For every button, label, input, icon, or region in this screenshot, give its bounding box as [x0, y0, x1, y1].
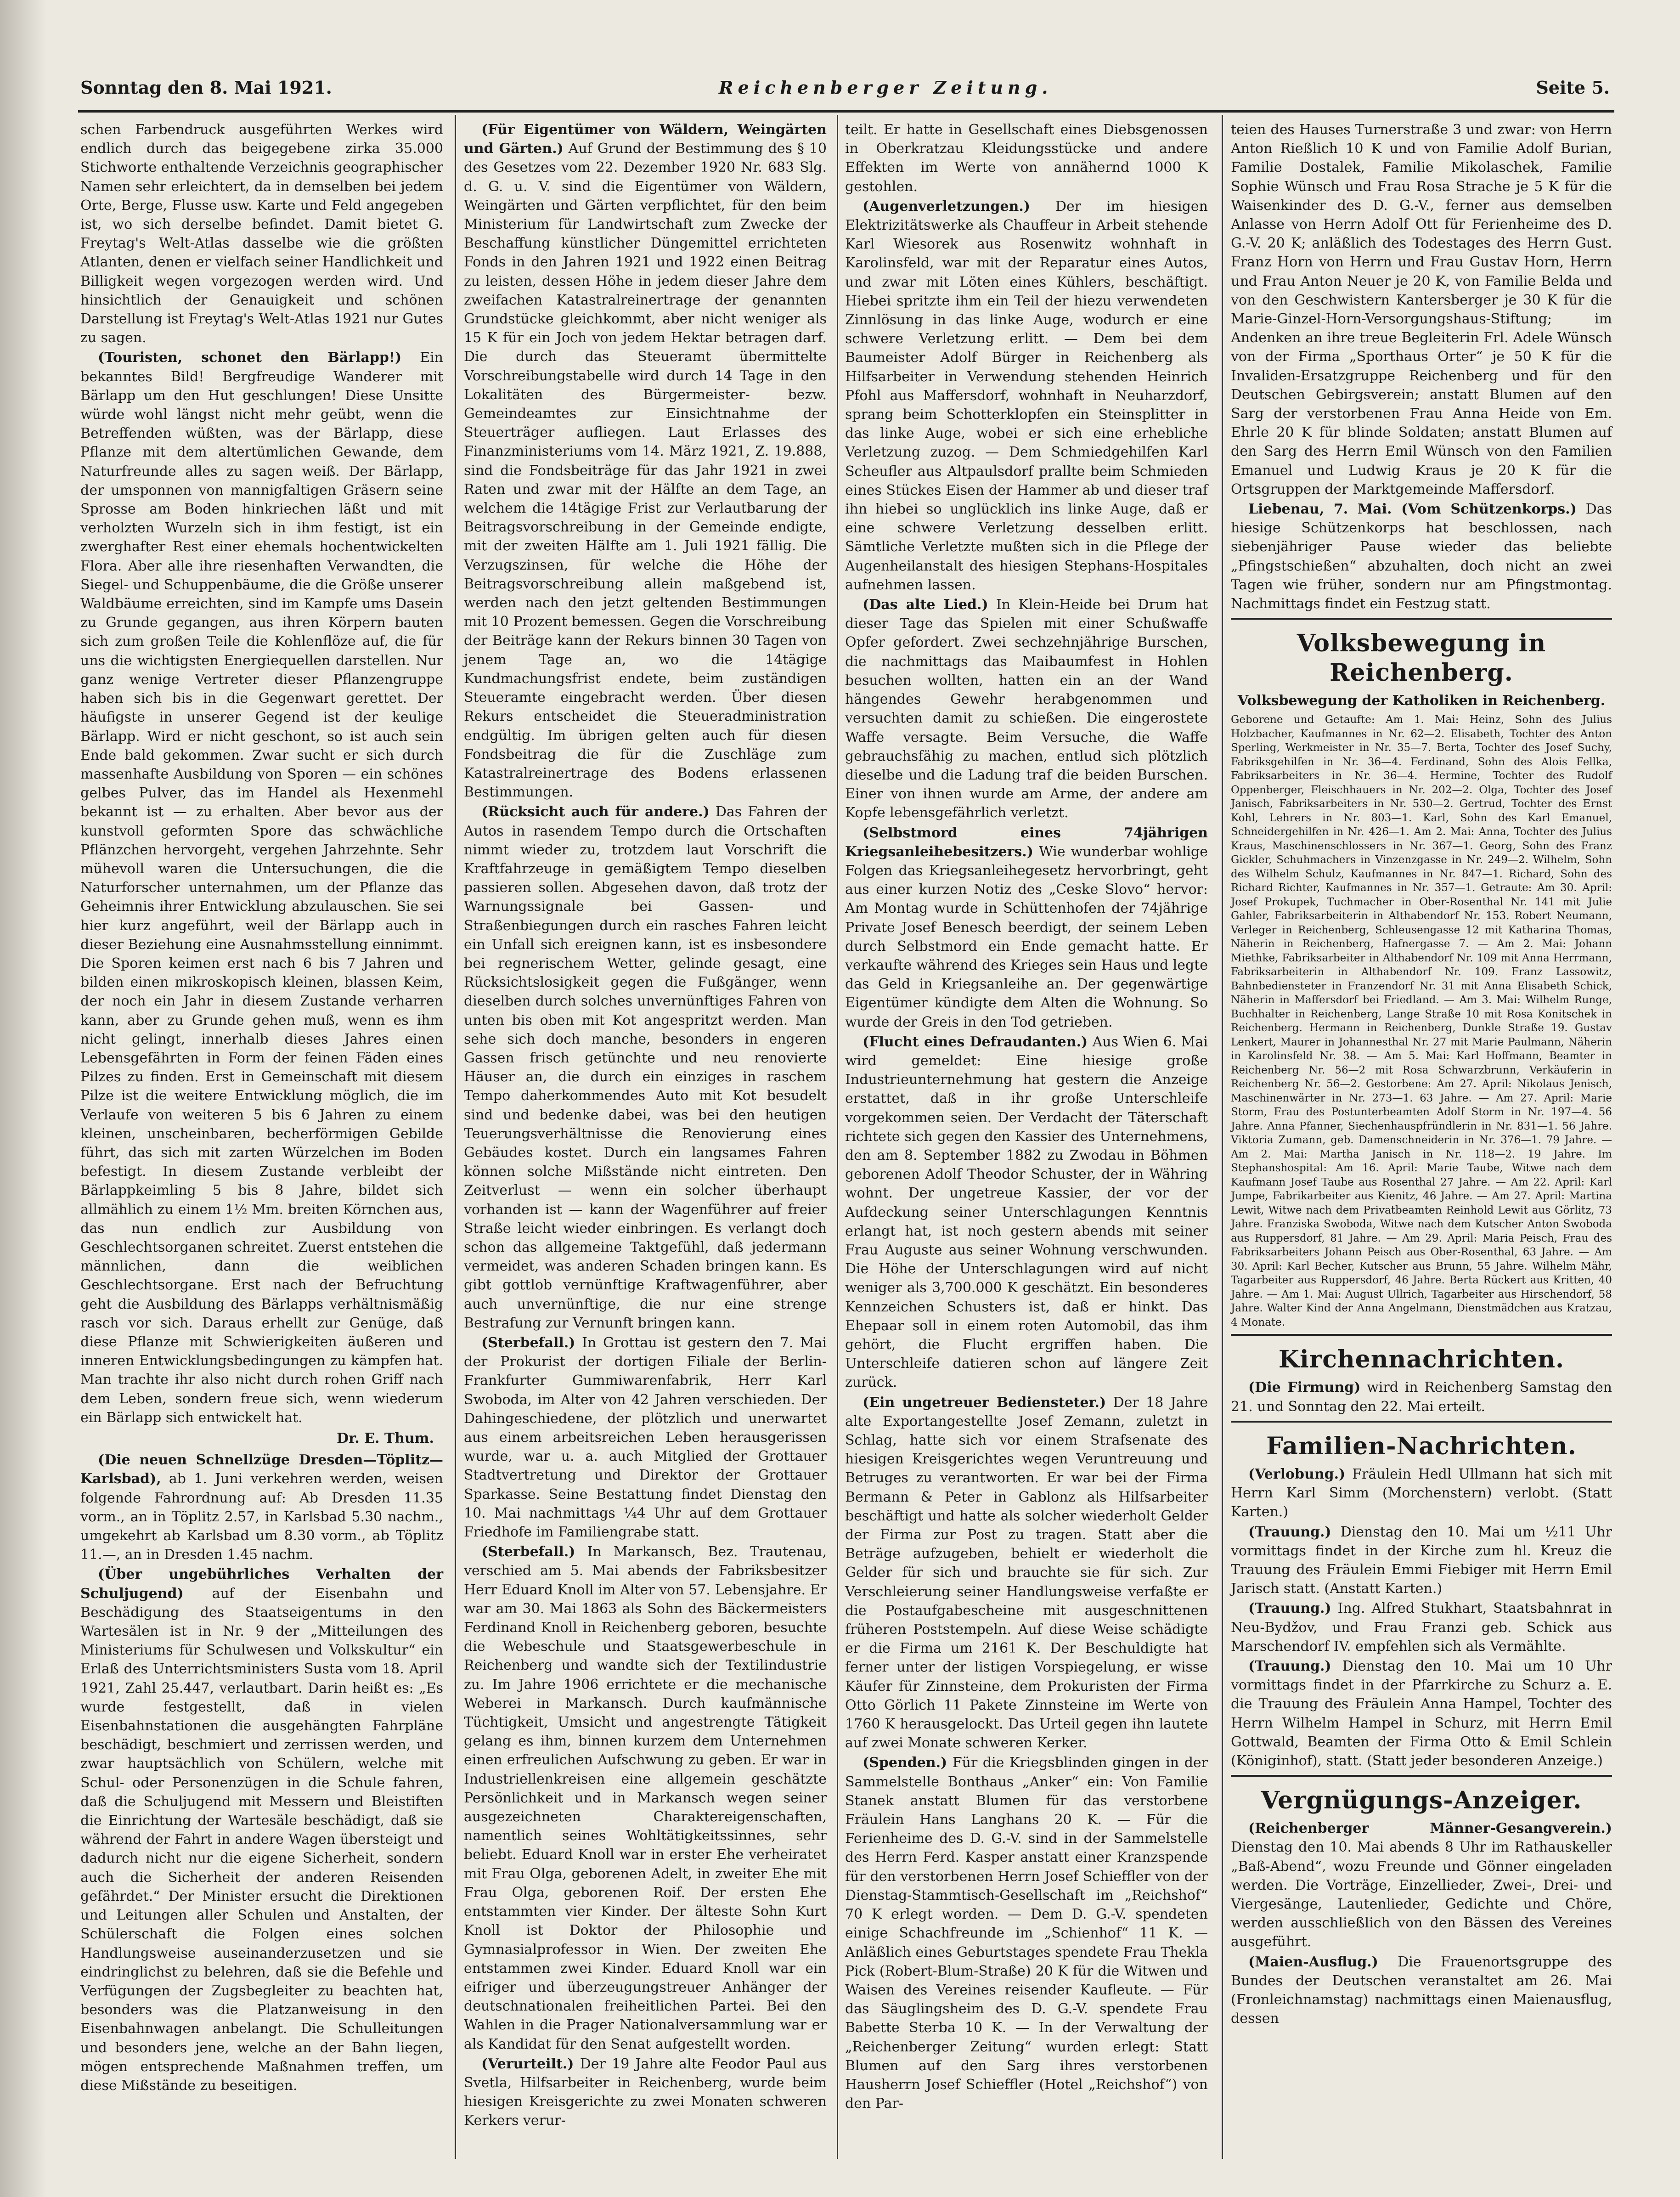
article-text: Die Frauenortsgruppe des Bundes der Deutschen veranstaltet am 26. Mai (Fronleichnamstag) nachmittags einen Maienausflug, dessen — [1231, 1954, 1612, 2027]
section-title-kirchennachrichten: Kirchennachrichten. — [1278, 1345, 1565, 1374]
section-rule — [1231, 1421, 1612, 1423]
article-headline: (Über ungebührliches Verhalten der Schuljugend) — [80, 1566, 443, 1602]
article-headline: (Sterbefall.) — [481, 1335, 575, 1351]
article — [80, 348, 443, 1427]
article-text: wird in Reichenberg Samstag den 21. und Sonntag den 22. Mai erteilt. — [1231, 1379, 1612, 1415]
article-text: Auf Grund der Bestimmung des § 10 des Gesetzes vom 22. Dezember 1920 Nr. 683 Slg. d. G. u. V. sind die Eigentümer von Wäldern, Weingärten und Gärten verpflichtet, für den beim Ministerium für Landwirtschaft zum Zwecke der Beschaffung künstlicher Düngemittel errichteten Fonds in den Jahren 1921 und 1922 einen Beitrag zu leisten, dessen Höhe in jedem dieser Jahre dem zweifachen Katastralreinertrage der genannten Grundstücke gleichkommt, aber nicht weniger als 15 K für ein Joch von jedem Hektar betragen darf. Die durch das Steueramt übermittelte Vorschreibungstabelle wird durch 14 Tage in den Lokalitäten des Bürgermeister- bezw. Gemeindeamtes zur Einsichtnahme der Steuerträger aufliegen. Laut Erlasses des Finanzministeriums vom 14. März 1921, Z. 19.888, sind die Fondsbeiträge für das Jahr 1921 in zwei Raten und zwar mit der Hälfte an dem Tage, an welchem die 14tägige Frist zur Verlautbarung der Beitragsvorschreibung in der Gemeinde endigte, mit der zweiten Hälfte am 1. Juli 1921 fällig. Die Verzugszinsen, für welche die Höhe der Beitragsvorschreibung allein maßgebend ist, werden nach den jetzt geltenden Bestimmungen mit 10 Prozent bemessen. Gegen die Vorschreibung der Beiträge kann der Rekurs binnen 30 Tagen von jenem Tage an, wo die 14tägige Kundmachungsfrist endete, beim zuständigen Steueramte eingebracht werden. Über diesen Rekurs entscheidet die Steueradministration endgültig. Im übrigen gelten auch für diesen Fondsbeitrag die für die Zuschläge zum Katastralreinertrage des Bodens erlassenen Bestimmungen. — [464, 141, 827, 801]
article — [1231, 1819, 1612, 1951]
article-headline: (Ein ungetreuer Bediensteter.) — [863, 1394, 1106, 1411]
column-4 — [1231, 120, 1612, 2029]
article-text: teien des Hauses Turnerstraße 3 und zwar: von Herrn Anton Rießlich 10 K und von Familie Adolf Burian, Familie Dostalek, Familie Mikolaschek, Familie Sophie Wünsch und Frau Rosa Strache je 5 K für die Waisenkinder des D. G.-V., ferner aus demselben Anlasse von Herrn Adolf Ott für Ferienheime des D. G.-V. 20 K; anläßlich des Todestages des Herrn Gust. Franz Horn von Herrn und Frau Gustav Horn, Herrn und Frau Anton Neuer je 20 K, von Familie Belda und von den Geschwistern Kantersberger je 30 K für die Marie-Ginzel-Horn-Versorgungshaus-Stiftung; im Andenken an ihre treue Begleiterin Frl. Adele Wünsch von der Firma „Sporthaus Orter“ je 50 K für die Invaliden-Ersatzgruppe Reichenberg und für den Deutschen Gebirgsverein; anstatt Blumen auf den Sarg der verstorbenen Frau Anna Heide von Em. Ehrle 20 K für blinde Soldaten; anstatt Blumen auf den Sarg des Herrn Emil Wünsch von den Familien Emanuel und Ludwig Kraus je 20 K für die Ortsgruppen der Marktgemeinde Maffersdorf. — [1231, 122, 1612, 497]
article-headline: Liebenau, 7. Mai. (Vom Schützenkorps.) — [1248, 501, 1577, 518]
article-headline: (Maien-Ausflug.) — [1248, 1954, 1378, 1970]
column-rule — [455, 115, 456, 2159]
article — [1231, 1599, 1612, 1656]
section-rule — [1231, 618, 1612, 620]
article-headline: (Verlobung.) — [1248, 1466, 1346, 1482]
article-text: In Markansch, Bez. Trautenau, verschied am 5. Mai abends der Fabriksbesitzer Herr Eduard Knoll im Alter von 57. Lebensjahre. Er war am 30. Mai 1863 als Sohn des Bäckermeisters Ferdinand Knoll in Reichenberg geboren, besuchte die Webeschule und Staatsgewerbeschule in Reichenberg und wandte sich der Textilindustrie zu. Im Jahre 1906 errichtete er die mechanische Weberei in Markansch. Durch kaufmännische Tüchtigkeit, Umsicht und angestrengte Tätigkeit gelang es ihm, binnen kurzem dem Unternehmen einen erfreulichen Aufschwung zu geben. Er war in Industriellenkreisen eine allgemein geschätzte Persönlichkeit und in Markansch wegen seiner ausgezeichneten Charaktereigenschaften, namentlich seines Wohltätigkeitssinnes, sehr beliebt. Eduard Knoll war in erster Ehe verheiratet mit Frau Olga, geborenen Adelt, in zweiter Ehe mit Frau Olga, geborenen Roif. Der ersten Ehe entstammten vier Kinder. Der älteste Sohn Kurt Knoll ist Doktor der Philosophie und Gymnasialprofessor in Wien. Der zweiten Ehe entstammen zwei Kinder. Eduard Knoll war ein eifriger und überzeugungstreuer Anhänger der deutschnationalen freiheitlichen Partei. Bei den Wahlen in die Prager Nationalversammlung war er als Kandidat für den Senat aufgestellt worden. — [464, 1544, 827, 2052]
column-2 — [464, 120, 827, 2131]
article — [1231, 1465, 1612, 1522]
column-rule — [837, 115, 838, 2159]
article — [845, 1393, 1208, 1753]
article — [80, 1451, 443, 1564]
header-date: Sonntag den 8. Mai 1921. — [80, 77, 332, 98]
article-headline: (Rücksicht auch für andere.) — [481, 804, 710, 820]
header-page-number: Seite 5. — [1536, 77, 1610, 98]
article — [464, 120, 827, 802]
section-title-familien-nachrichten: Familien-Nachrichten. — [1266, 1432, 1577, 1460]
article-text: ab 1. Juni verkehren werden, weisen folgende Fahrordnung auf: Ab Dresden 11.35 vorm., an in Töplitz 2.57, in Karlsbad 5.30 nachm., umgekehrt ab Karlsbad um 8.30 vorm., ab Töplitz 11.—, an in Dresden 1.45 nachm. — [80, 1471, 443, 1563]
article — [464, 1542, 827, 2053]
article — [845, 824, 1208, 1032]
article-text: In Klein-Heide bei Drum hat dieser Tage das Spielen mit einer Schußwaffe Opfer gefordert. Zwei sechzehnjährige Burschen, die nachmittags das Maibaumfest in Hohlen besuchen wollten, hatten ein an der Wand hängendes Gewehr herabgenommen und versuchten damit zu schießen. Die eingerostete Waffe versagte. Beim Versuche, die Waffe gebrauchsfähig zu machen, entlud sich plötzlich dieselbe und die Ladung traf die beiden Burschen. Einer von ihnen wurde am Arme, der andere am Kopfe lebensgefährlich verletzt. — [845, 597, 1208, 821]
article — [80, 1565, 443, 2095]
article-text: Wie wunderbar wohlige Folgen das Kriegsanleihegesetz hervorbringt, geht aus einer kurzen Notiz des „Ceske Slovo“ hervor: Am Montag wurde in Schüttenhofen der 74jährige Private Josef Benesch beerdigt, der seinem Leben durch Selbstmord ein Ende gemacht hatte. Er verkaufte während des Krieges sein Haus und legte das Geld in Kriegsanleihe an. Der gegenwärtige Eigentümer kündigte dem Alten die Wohnung. So wurde der Greis in den Tod getrieben. — [845, 843, 1208, 1030]
article — [1231, 500, 1612, 613]
article-headline: (Spenden.) — [863, 1755, 947, 1771]
article-text: Der im hiesigen Elektrizitätswerke als Chauffeur in Arbeit stehende Karl Wiesorek aus Rosenwitz wohnhaft in Karolinsfeld, war mit der Reparatur eines Autos, und zwar mit Löten eines Kühlers, beschäftigt. Hiebei spritzte ihm ein Teil der hiezu verwendeten Zinnlösung in das linke Auge, wodurch er eine schwere Verletzung erlitt. — Dem bei dem Baumeister Adolf Bürger in Reichenberg als Hilfsarbeiter in Verwendung stehenden Heinrich Pfohl aus Maffersdorf, wohnhaft in Neuharzdorf, sprang beim Schotterklopfen ein Steinsplitter in das linke Auge, wobei er sich eine erhebliche Verletzung zuzog. — Dem Schmiedgehilfen Karl Scheufler aus Altpaulsdorf prallte beim Schmieden eines Stückes Eisen der Hammer ab und dieser traf ihn hiebei so unglücklich ins linke Auge, daß er eine schwere Verletzung desselben erlitt. Sämtliche Verletzte mußten sich in die Pflege der Augenheilanstalt des hiesigen Stephans-Hospitales aufnehmen lassen. — [845, 198, 1208, 593]
article-headline: (Reichenberger Männer-Gesangverein.) — [1248, 1820, 1612, 1837]
article-text: auf der Eisenbahn und Beschädigung des Staatseigentums in den Wartesälen ist in Nr. 9 der „Mitteilungen des Ministeriums für Schulwesen und Volkskultur“ ein Erlaß des Unterrichtsministers Susta vom 18. April 1921, Zahl 25.447, verlautbart. Darin heißt es: „Es wurde festgestellt, daß in vielen Eisenbahnstationen die ausgehängten Fahrpläne beschädigt, beschmiert und zerrissen werden, und zwar hauptsächlich von Schülern, welche mit Schul- oder Personenzügen in die Schule fahren, daß die Schuljugend mit Messern und Bleistiften die Einrichtung der Wartesäle beschädigt, daß sie während der Fahrt in andere Wagen übersteigt und dadurch nicht nur die eigene Sicherheit, sondern auch die Sicherheit der anderen Reisenden gefährdet.“ Der Minister ersucht die Direktionen und Leitungen aller Schulen und Anstalten, der Schülerschaft die Folgen eines solchen Handlungsweise auseinanderzusetzen und sie eindringlichst zu belehren, daß sie die Befehle und Verfügungen der Zugsbegleiter zu beachten hat, besonders was die Platzanweisung in den Eisenbahnwagen anbelangt. Die Schulleitungen und besonders jene, welche an der Bahn liegen, mögen entsprechende Maßnahmen treffen, um diese Mißstände zu beseitigen. — [80, 1585, 443, 2094]
article-text: Für die Kriegsblinden gingen in der Sammelstelle Bonthaus „Anker“ ein: Von Familie Stanek anstatt Blumen für das verstorbene Fräulein Hans Langhans 20 K. — Für die Ferienheime des D. G.-V. sind in der Sammelstelle des Herrn Ferd. Kasper anstatt einer Kranzspende für den verstorbenen Herrn Josef Schieffler von der Dienstag-Stammtisch-Gesellschaft im „Reichshof“ 70 K erlegt worden. — Dem D. G.-V. spendeten einige Schachfreunde im „Schienhof“ 11 K. — Anläßlich eines Geburtstages spendete Frau Thekla Pick (Robert-Blum-Straße) 20 K für die Witwen und Waisen des Vereines reisender Kaufleute. — Für das Säuglingsheim des D. G.-V. spendete Frau Babette Sterba 10 K. — In der Verwaltung der „Reichenberger Zeitung“ wurden erlegt: Statt Blumen auf den Sarg ihres verstorbenen Hausherrn Josef Schieffler (Hotel „Reichshof“) von den Par- — [845, 1755, 1208, 2112]
author-signature: Dr. E. Thum. — [337, 1430, 434, 1447]
article-text: Das hiesige Schützenkorps hat beschlossen, nach siebenjähriger Pause wieder das beliebte „Pfingstschießen“ abzuhalten, doch nicht an zwei Tagen wie früher, sondern nur am Pfingstmontag. Nachmittags findet ein Festzug statt. — [1231, 501, 1612, 612]
column-1 — [80, 120, 443, 2096]
article-text: schen Farbendruck ausgeführten Werkes wird endlich durch das beigegebene zirka 35.000 Stichworte enthaltende Verzeichnis geographischer Namen sehr erleichtert, da in demselben bei jedem Orte, Berge, Flusse usw. Karte und Feld angegeben ist, wo sich derselbe befindet. Damit bietet G. Freytag's Welt-Atlas dasselbe wie die größten Atlanten, denen er vielfach seiner Handlichkeit und Billigkeit wegen vorgezogen werden wird. Und hinsichtlich der Genauigkeit und schönen Darstellung ist Freytag's Welt-Atlas 1921 nur Gutes zu sagen. — [80, 122, 443, 346]
article — [1231, 1657, 1612, 1770]
header-newspaper-title: Reichenberger Zeitung. — [719, 77, 1053, 98]
article — [845, 595, 1208, 822]
article — [845, 1033, 1208, 1392]
column-3 — [845, 120, 1208, 2114]
article — [464, 1333, 827, 1542]
header-rule — [78, 110, 1614, 113]
article-headline: (Trauung.) — [1248, 1658, 1331, 1674]
article — [1231, 1523, 1612, 1598]
article-headline: (Verurteilt.) — [481, 2056, 574, 2072]
article-text: In Grottau ist gestern den 7. Mai der Prokurist der dortigen Filiale der Berlin-Frankfurter Gummiwarenfabrik, Herr Karl Swoboda, im Alter von 42 Jahren verschieden. Der Dahingeschiedene, der plötzlich und unerwartet aus einem arbeitsreichen Leben herausgerissen wurde, war u. a. auch Mitglied der Grottauer Stadtvertretung und Direktor der Grottauer Sparkasse. Seine Bestattung findet Dienstag den 10. Mai nachmittags ¼4 Uhr auf dem Grottauer Friedhofe im Familiengrabe statt. — [464, 1335, 827, 1541]
running-head — [80, 77, 1610, 105]
article-text: Aus Wien 6. Mai wird gemeldet: Eine hiesige große Industrieunternehmung hat gestern die Anzeige erstattet, daß in ihr große Unterschleife vorgekommen seien. Der Verdacht der Täterschaft richtete sich gegen den Kassier des Unternehmens, den am 8. September 1882 zu Zwodau in Böhmen geborenen Adolf Theodor Schuster, der in Währing wohnt. Der ungetreue Kassier, der vor der Aufdeckung seiner Unterschlagungen Kenntnis erlangt hat, ist noch gestern abends mit seiner Frau Auguste aus seiner Wohnung verschwunden. Die Höhe der Unterschlagungen wird auf nicht weniger als 3,700.000 K geschätzt. Ein besonderes Kennzeichen Schusters ist, daß er hinkt. Das Ehepaar soll in einem roten Automobil, das ihm gehört, die Flucht ergriffen haben. Die Unterschleife datieren schon auf längere Zeit zurück. — [845, 1034, 1208, 1391]
article-text: Das Fahren der Autos in rasendem Tempo durch die Ortschaften nimmt wieder zu, trotzdem laut Vorschrift die Kraftfahrzeuge in gemäßigtem Tempo dieselben passieren sollen. Abgesehen davon, daß trotz der Warnungssignale bei Gassen- und Straßenbiegungen durch ein rasches Fahren leicht ein Unfall sich ereignen kann, ist es insbesondere bei regnerischem Wetter, gelinde gesagt, eine Rücksichtslosigkeit gegen die Fußgänger, wenn dieselben durch solches unvernünftiges Fahren von unten bis oben mit Kot angespritzt werden. Man sehe sich doch manche, besonders in engeren Gassen frisch getünchte und neu renovierte Häuser an, die durch ein einziges in raschem Tempo daherkommendes Auto mit Kot besudelt sind und bedenke dabei, was bei den heutigen Teuerungsverhältnisse die Renovierung eines Gebäudes kostet. Durch ein langsames Fahren können solche Mißstände nicht eintreten. Den Zeitverlust — wenn ein solcher überhaupt vorhanden ist — kann der Wagenführer auf freier Straße leicht wieder einbringen. Es verlangt doch schon das allgemeine Taktgefühl, daß jedermann vermeidet, was anderen Schaden bringen kann. Es gibt gottlob vernünftige Kraftwagenführer, aber auch unvernünftige, die nur eine strenge Bestrafung zur Vernunft bringen kann. — [464, 804, 827, 1331]
article — [845, 197, 1208, 594]
article-headline: (Die neuen Schnellzüge Dresden—Töplitz—Karlsbad), — [80, 1452, 443, 1487]
section-title-volksbewegung: Volksbewegung in Reichenberg. — [1297, 629, 1546, 687]
article-text: Der 18 Jahre alte Exportangestellte Josef Zemann, zuletzt in Schlag, hatte sich vor einem Strafsenate des hiesigen Kreisgerichtes wegen Veruntreuung und Betruges zu verantworten. Er war bei der Firma Bermann & Peter in Gablonz als Hilfsarbeiter beschäftigt und hatte als solcher wiederholt Gelder der Firma zur Post zu tragen. Statt aber die Beträge aufzugeben, behielt er wiederholt die Gelder für sich und brauchte sie für sich. Zur Verschleierung seiner Handlungsweise verfaßte er die Postaufgabescheine mit ausgeschnittenen früheren Poststempeln. Auf diese Weise schädigte er die Firma um 2161 K. Der Beschuldigte hat ferner unter der listigen Vorspiegelung, er wisse Käufer für Zinnsteine, dem Prokuristen der Firma Otto Görlich 11 Pakete Zinnsteine im Werte von 1760 K herausgelockt. Das Urteil gegen ihn lautete auf zwei Monate schweren Kerker. — [845, 1394, 1208, 1751]
article-text: Fräulein Hedl Ullmann hat sich mit Herrn Karl Simm (Morchenstern) verlobt. (Statt Karten.) — [1231, 1466, 1612, 1520]
article — [464, 2055, 827, 2130]
section-rule — [1231, 1334, 1612, 1336]
section-rule — [1231, 1775, 1612, 1777]
article-headline: (Selbstmord eines 74jährigen Kriegsanleihebesitzers.) — [845, 825, 1208, 860]
article-text: teilt. Er hatte in Gesellschaft eines Diebsgenossen in Oberkratzau Kleidungsstücke und andere Effekten im Werte von annähernd 1000 K gestohlen. — [845, 122, 1208, 195]
column-rule — [1222, 115, 1223, 2159]
article-headline: (Trauung.) — [1248, 1524, 1331, 1540]
article-text: Dienstag den 10. Mai um 10 Uhr vormittags findet in der Pfarrkirche zu Schurz a. E. die Trauung des Fräulein Anna Hampel, Tochter des Herrn Wilhelm Hampel in Schurz, mit Herrn Emil Gottwald, Beamten der Firma Otto & Emil Schlein (Königinhof), statt. (Statt jeder besonderen Anzeige.) — [1231, 1658, 1612, 1769]
article-text: Ing. Alfred Stukhart, Staatsbahnrat in Neu-Bydžov, und Frau Franzi geb. Schick aus Marschendorf IV. empfehlen sich als Vermählte. — [1231, 1600, 1612, 1655]
section-title-vergnuegungs-anzeiger: Vergnügungs-Anzeiger. — [1261, 1786, 1582, 1815]
article — [464, 802, 827, 1333]
article-text: Ein bekanntes Bild! Bergfreudige Wanderer mit Bärlapp um den Hut geschlungen! Diese Unsitte würde wohl längst nicht mehr geübt, wenn die Betreffenden wüßten, was der Bärlapp, diese Pflanze mit dem altertümlichen Gewande, dem Naturfreunde alles zu sagen weiß. Der Bärlapp, der umsponnen von mannigfaltigen Gräsern seine Sprosse am Boden hinkriechen läßt und mit verholzten Wurzeln sich in ihm festigt, ist ein zwerghafter Rest einer ehemals hochentwickelten Flora. Aber alle ihre riesenhaften Verwandten, die Siegel- und Schuppenbäume, die die Größe unserer Waldbäume erreichten, sind im Kampfe ums Dasein zu Grunde gegangen, aus ihren Körpern bauten sich zum großen Teile die Kohlenflöze auf, die für uns die wichtigsten Energiequellen darstellen. Nur ganz wenige Vertreter dieser Pflanzengruppe haben sich bis in die Gegenwart gerettet. Der häufigste in unserer Gegend ist der keulige Bärlapp. Wird er nicht geschont, so ist auch sein Ende bald gekommen. Zwar sucht er sich durch massenhafte Ausbildung von Sporen — ein schönes gelbes Pulver, das im Handel als Hexenmehl bekannt ist — zu erhalten. Aber bevor aus der kunstvoll geformten Spore das schwächliche Pflänzchen hervorgeht, vergehen Jahrzehnte. Sehr mühevoll waren die Untersuchungen, die die Naturforscher unternahmen, um der Pflanze das Geheimnis ihrer Entwicklung abzulauschen. Sie sei hier kurz angeführt, weil der Bärlapp auch in dieser Beziehung eine Ausnahmsstellung einnimmt. Die Sporen keimen erst nach 6 bis 7 Jahren und bilden einen mikroskopisch kleinen, blassen Keim, der noch ein Jahr in diesem Zustande verharren kann, aber zu Grunde gehen muß, wenn es ihm nicht gelingt, innerhalb dieses Jahres einen Lebensgefährten in Form der feinen Fäden eines Pilzes zu finden. Erst in Gemeinschaft mit diesem Pilze ist die weitere Entwicklung möglich, die im Verlaufe von weiteren 5 bis 6 Jahren zu einem kleinen, unscheinbaren, becherförmigen Gebilde führt, das sich mit zarten Würzelchen im Boden befestigt. In diesem Zustande verbleibt der Bärlappkeimling 5 bis 8 Jahre, bildet sich allmählich zu einem 1½ Mm. breiten Körnchen aus, das nun endlich zur Ausbildung von Geschlechtsorganen schreitet. Zuerst entstehen die männlichen, dann die weiblichen Geschlechtsorgane. Erst nach der Befruchtung geht die Ausbildung des Bärlapps verhältnismäßig rasch vor sich. Daraus erhellt zur Genüge, daß diese Pflanze mit Schwierigkeiten äußeren und inneren Entwicklungsbedingungen zu kämpfen hat. Man trachte ihr also nicht durch rohen Griff nach dem Leben, sondern freue sich, wenn wiederum ein Bärlapp sich entwickelt hat. — [80, 350, 443, 1426]
section-subtitle: Volksbewegung der Katholiken in Reichenberg. — [1237, 693, 1606, 709]
article-headline: (Flucht eines Defraudanten.) — [863, 1034, 1088, 1050]
article — [1231, 1953, 1612, 2028]
civil-register-list — [1231, 713, 1612, 1329]
civil-register-text: Geborene und Getaufte: Am 1. Mai: Heinz, Sohn des Julius Holzbacher, Kaufmannes in Nr. 62—2. Elisabeth, Tochter des Anton Sperling, Werkmeister in Nr. 35—7. Berta, Tochter des Josef Suchy, Fabriksgehilfen in Nr. 36—4. Ferdinand, Sohn des Alois Fellka, Fabriksarbeiters in Nr. 36—4. Hermine, Tochter des Rudolf Oppenberger, Fleischhauers in Nr. 202—2. Olga, Tochter des Josef Janisch, Fabriksarbeiters in Nr. 530—2. Gertrud, Tochter des Ernst Kohl, Lehrers in Nr. 803—1. Karl, Sohn des Karl Emanuel, Schneidergehilfen in Nr. 426—1. Am 2. Mai: Anna, Tochter des Julius Kraus, Maschinenschlossers in Nr. 367—1. Georg, Sohn des Franz Gickler, Schuhmachers in Vinzenzgasse in Nr. 249—2. Wilhelm, Sohn des Wilhelm Schulz, Kaufmannes in Nr. 847—1. Richard, Sohn des Richard Richter, Kaufmannes in Nr. 357—1. Getraute: Am 30. April: Josef Prokupek, Tuchmacher in Ober-Rosenthal Nr. 141 mit Julie Gahler, Fabriksarbeiterin in Althabendorf Nr. 153. Robert Neumann, Verleger in Reichenberg, Schleusengasse 12 mit Katharina Thomas, Näherin in Reichenberg, Hafnergasse 7. — Am 2. Mai: Johann Miethke, Fabriksarbeiter in Althabendorf Nr. 109 mit Anna Herrmann, Fabriksarbeiterin in Althabendorf Nr. 109. Franz Lassowitz, Bahnbediensteter in Franzendorf Nr. 31 mit Anna Elisabeth Schick, Näherin in Maffersdorf bei Friedland. — Am 3. Mai: Wilhelm Runge, Buchhalter in Reichenberg, Lange Straße 10 mit Rosa Konitschek in Reichenberg. Hermann in Reichenberg, Dunkle Straße 19. Gustav Lenkert, Maurer in Johannesthal Nr. 27 mit Marie Paulmann, Näherin in Karolinsfeld Nr. 38. — Am 5. Mai: Karl Hoffmann, Beamter in Reichenberg Nr. 56—2 mit Rosa Schwarzbrunn, Verkäuferin in Reichenberg Nr. 56—2. Gestorbene: Am 27. April: Nikolaus Jenisch, Maschinenwärter in Nr. 273—1. 63 Jahre. — Am 27. April: Marie Storm, Frau des Postunterbeamten Adolf Storm in Nr. 197—4. 56 Jahre. Anna Pfanner, Siechenhauspfründlerin in Nr. 831—1. 56 Jahre. Viktoria Zumann, geb. Damenschneiderin in Nr. 376—1. 79 Jahre. — Am 2. Mai: Martha Janisch in Nr. 118—2. 19 Jahre. Im Stephanshospital: Am 16. April: Marie Taube, Witwe nach dem Kaufmann Josef Taube aus Rosenthal 27 Jahre. — Am 22. April: Karl Jumpe, Fabrikarbeiter aus Kienitz, 46 Jahre. — Am 27. April: Martina Lewit, Witwe nach dem Privatbeamten Reinhold Lewit aus Görlitz, 73 Jahre. Franziska Swoboda, Witwe nach dem Kutscher Anton Swoboda aus Ruppersdorf, 81 Jahre. — Am 29. April: Maria Peisch, Frau des Fabriksarbeiters Johann Peisch aus Ober-Rosenthal, 63 Jahre. — Am 30. April: Karl Becher, Kutscher aus Brunn, 55 Jahre. Wilhelm Mähr, Tagarbeiter aus Ruppersdorf, 46 Jahre. Berta Rückert aus Kritten, 40 Jahre. — Am 1. Mai: August Ullrich, Tagarbeiter aus Hirschendorf, 58 Jahre. Walter Kind der Anna Angelmann, Dienstmädchen aus Kratzau, 4 Monate. — [1231, 714, 1612, 1328]
article — [1231, 1378, 1612, 1416]
scan-edge-shadow — [0, 0, 46, 2197]
article-headline: (Die Firmung) — [1248, 1379, 1361, 1396]
article-headline: (Sterbefall.) — [481, 1544, 575, 1560]
article-text: Der 19 Jahre alte Feodor Paul aus Svetla, Hilfsarbeiter in Reichenberg, wurde beim hiesigen Kreisgerichte zu zwei Monaten schweren Kerkers verur- — [464, 2056, 827, 2129]
article-headline: (Das alte Lied.) — [863, 597, 988, 613]
article-headline: (Augenverletzungen.) — [863, 198, 1030, 215]
article — [845, 1753, 1208, 2113]
article-headline: (Für Eigentümer von Wäldern, Weingärten und Gärten.) — [464, 122, 827, 157]
article-text: Dienstag den 10. Mai um ½11 Uhr vormittags findet in der Kirche zum hl. Kreuz die Trauung des Fräulein Emmi Fiebiger mit Herrn Emil Jarisch statt. (Anstatt Karten.) — [1231, 1524, 1612, 1597]
article-headline: (Touristen, schonet den Bärlapp!) — [98, 350, 402, 366]
article-headline: (Trauung.) — [1248, 1600, 1331, 1617]
article-text: Dienstag den 10. Mai abends 8 Uhr im Rathauskeller „Baß-Abend“, wozu Freunde und Gönner eingeladen werden. Die Vorträge, Einzellieder, Zwei-, Drei- und Viergesänge, Lautenlieder, Gedichte und Chöre, werden ausschließlich von den Bässen des Vereines ausgeführt. — [1231, 1839, 1612, 1950]
